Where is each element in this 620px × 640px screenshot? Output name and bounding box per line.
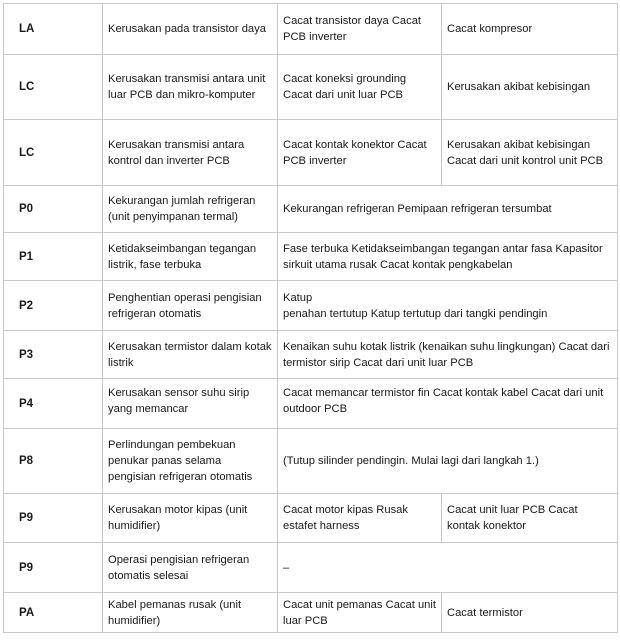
cause-secondary: Kerusakan akibat kebisingan <box>442 55 618 120</box>
error-code-table <box>3 3 618 633</box>
table-row <box>4 379 618 429</box>
cause-primary: Kenaikan suhu kotak listrik (kenaikan suhu lingkungan) Cacat dari termistor sirip Cacat dari unit luar PCB <box>278 331 618 379</box>
table-row <box>4 186 618 233</box>
error-code: LC <box>4 55 103 120</box>
error-code: P8 <box>4 429 103 494</box>
cause-primary: Fase terbuka Ketidakseimbangan tegangan antar fasa Kapasitor sirkuit utama rusak Cacat kontak pengkabelan <box>278 233 618 281</box>
cause-primary: Cacat koneksi grounding Cacat dari unit luar PCB <box>278 55 442 120</box>
table-row <box>4 120 618 186</box>
table-row <box>4 281 618 331</box>
error-description: Kerusakan pada transistor daya <box>103 4 278 55</box>
error-code: P2 <box>4 281 103 331</box>
cause-primary: Cacat unit pemanas Cacat unit luar PCB <box>278 593 442 633</box>
error-description: Kerusakan transmisi antara unit luar PCB dan mikro-komputer <box>103 55 278 120</box>
error-code: P9 <box>4 494 103 543</box>
error-code: P1 <box>4 233 103 281</box>
cause-primary: Cacat motor kipas Rusak estafet harness <box>278 494 442 543</box>
cause-primary: Katup penahan tertutup Katup tertutup dari tangki pendingin <box>278 281 618 331</box>
cause-primary: – <box>278 543 618 593</box>
error-description: Perlindungan pembekuan penukar panas selama pengisian refrigeran otomatis <box>103 429 278 494</box>
cause-primary: Cacat memancar termistor fin Cacat kontak kabel Cacat dari unit outdoor PCB <box>278 379 618 429</box>
error-code: P4 <box>4 379 103 429</box>
table-row <box>4 233 618 281</box>
error-description: Kerusakan motor kipas (unit humidifier) <box>103 494 278 543</box>
table-row <box>4 494 618 543</box>
error-code: PA <box>4 593 103 633</box>
error-description: Operasi pengisian refrigeran otomatis selesai <box>103 543 278 593</box>
table-row <box>4 331 618 379</box>
cause-secondary: Kerusakan akibat kebisingan Cacat dari unit kontrol unit PCB <box>442 120 618 186</box>
error-code: P9 <box>4 543 103 593</box>
error-description: Ketidakseimbangan tegangan listrik, fase terbuka <box>103 233 278 281</box>
table-row <box>4 429 618 494</box>
error-description: Kerusakan sensor suhu sirip yang memancar <box>103 379 278 429</box>
cause-secondary: Cacat termistor <box>442 593 618 633</box>
error-code: P0 <box>4 186 103 233</box>
error-description: Penghentian operasi pengisian refrigeran otomatis <box>103 281 278 331</box>
error-code: LA <box>4 4 103 55</box>
table-row <box>4 543 618 593</box>
cause-primary: Cacat transistor daya Cacat PCB inverter <box>278 4 442 55</box>
table-row <box>4 4 618 55</box>
cause-primary: (Tutup silinder pendingin. Mulai lagi dari langkah 1.) <box>278 429 618 494</box>
error-description: Kabel pemanas rusak (unit humidifier) <box>103 593 278 633</box>
error-description: Kekurangan jumlah refrigeran (unit penyimpanan termal) <box>103 186 278 233</box>
cause-secondary: Cacat kompresor <box>442 4 618 55</box>
cause-secondary: Cacat unit luar PCB Cacat kontak konektor <box>442 494 618 543</box>
cause-primary: Kekurangan refrigeran Pemipaan refrigeran tersumbat <box>278 186 618 233</box>
error-description: Kerusakan transmisi antara kontrol dan inverter PCB <box>103 120 278 186</box>
error-code: P3 <box>4 331 103 379</box>
error-code: LC <box>4 120 103 186</box>
table-row <box>4 55 618 120</box>
error-description: Kerusakan termistor dalam kotak listrik <box>103 331 278 379</box>
cause-primary: Cacat kontak konektor Cacat PCB inverter <box>278 120 442 186</box>
table-row <box>4 593 618 633</box>
